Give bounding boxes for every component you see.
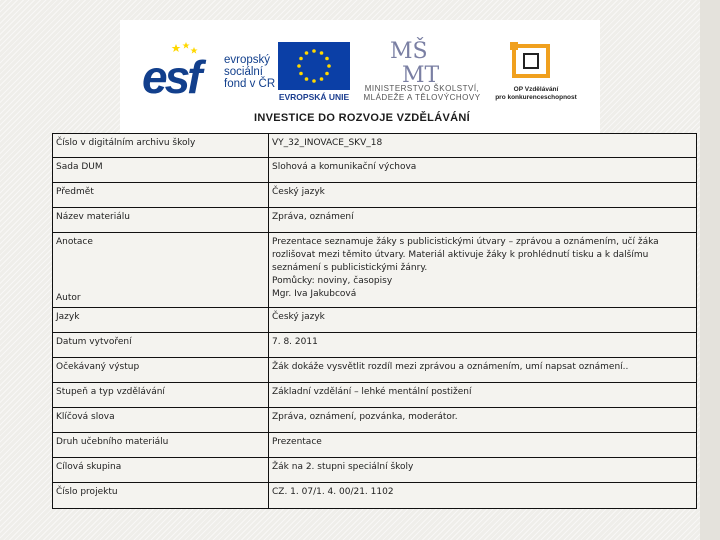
- eu-star-icon: [297, 64, 301, 68]
- svg-text:MT: MT: [402, 63, 440, 86]
- table-row: [53, 358, 697, 383]
- table-row: [53, 333, 697, 358]
- row-value: CZ. 1. 07/1. 4. 00/21. 1102: [269, 483, 697, 509]
- investice-slogan: INVESTICE DO ROZVOJE VZDĚLÁVÁNÍ: [254, 112, 470, 124]
- eu-label: EVROPSKÁ UNIE: [278, 92, 350, 102]
- author-label: Autor: [56, 293, 81, 303]
- table-row: [53, 433, 697, 458]
- eu-star-icon: [325, 72, 329, 76]
- author-name: Mgr. Iva Jakubcová: [272, 289, 357, 299]
- row-label: Předmět: [53, 183, 269, 208]
- row-label: Název materiálu: [53, 208, 269, 233]
- esf-subtitle: evropský sociální fond v ČR: [224, 54, 276, 90]
- row-value: Žák na 2. stupni speciální školy: [269, 458, 697, 483]
- eu-star-icon: [305, 51, 309, 55]
- row-label: Cílová skupina: [53, 458, 269, 483]
- annotation-value: Prezentace seznamuje žáky s publicistickými útvary – zprávou a oznámením, učí žáka rozlišovat mezi těmito útvary. Materiál aktivuje žáky k prohlédnutí tisku a k dalšímu seznámení s publicistickými žánry. Pomůcky: noviny, časopisy Mgr. Iva Jakubcová: [269, 233, 697, 308]
- row-label: Sada DUM: [53, 158, 269, 183]
- logo-banner: [120, 20, 600, 133]
- row-value: Český jazyk: [269, 308, 697, 333]
- annotation-label: Anotace: [56, 237, 93, 247]
- table-row: [53, 383, 697, 408]
- op-label: OP Vzdělávání pro konkurenceschopnost: [495, 86, 577, 101]
- row-value: 7. 8. 2011: [269, 333, 697, 358]
- msmt-logo-icon: [388, 36, 448, 86]
- op-logo-icon: [508, 42, 556, 84]
- row-label: Datum vytvoření: [53, 333, 269, 358]
- esf-wordmark: esf: [142, 51, 200, 103]
- eu-star-icon: [299, 72, 303, 76]
- eu-star-icon: [320, 51, 324, 55]
- row-label: Stupeň a typ vzdělávání: [53, 383, 269, 408]
- row-value: Český jazyk: [269, 183, 697, 208]
- row-label: Číslo v digitálním archivu školy: [53, 134, 269, 158]
- table-row: [53, 308, 697, 333]
- row-value: Slohová a komunikační výchova: [269, 158, 697, 183]
- table-row: [53, 458, 697, 483]
- row-label: Jazyk: [53, 308, 269, 333]
- row-value: VY_32_INOVACE_SKV_18: [269, 134, 697, 158]
- eu-star-icon: [312, 49, 316, 53]
- eu-star-icon: [299, 57, 303, 61]
- eu-star-icon: [327, 64, 331, 68]
- eu-flag-icon: [278, 42, 350, 90]
- annotation-label-cell: [53, 233, 269, 308]
- eu-star-icon: [325, 57, 329, 61]
- op-logo: [508, 42, 556, 84]
- row-value: Zpráva, oznámení: [269, 208, 697, 233]
- row-value: Žák dokáže vysvětlit rozdíl mezi zprávou a oznámením, umí napsat oznámení..: [269, 358, 697, 383]
- table-row: [53, 408, 697, 433]
- msmt-label: MINISTERSTVO ŠKOLSTVÍ, MLÁDEŽE A TĚLOVÝCHOVY: [363, 84, 481, 102]
- table-row-annotation: [53, 233, 697, 308]
- table-row: [53, 158, 697, 183]
- table-row: [53, 208, 697, 233]
- row-label: Druh učebního materiálu: [53, 433, 269, 458]
- table-row: [53, 483, 697, 509]
- eu-star-icon: [312, 79, 316, 83]
- row-value: Zpráva, oznámení, pozvánka, moderátor.: [269, 408, 697, 433]
- table-row: [53, 183, 697, 208]
- row-value: Základní vzdělání – lehké mentální postižení: [269, 383, 697, 408]
- row-label: Očekávaný výstup: [53, 358, 269, 383]
- eu-star-icon: [305, 77, 309, 81]
- right-edge-band: [700, 0, 720, 540]
- metadata-table: [52, 133, 697, 509]
- row-label: Klíčová slova: [53, 408, 269, 433]
- msmt-logo: [388, 36, 448, 86]
- row-value: Prezentace: [269, 433, 697, 458]
- row-label: Číslo projektu: [53, 483, 269, 509]
- svg-text:MŠ: MŠ: [390, 39, 428, 64]
- eu-star-icon: [320, 77, 324, 81]
- table-row: [53, 134, 697, 158]
